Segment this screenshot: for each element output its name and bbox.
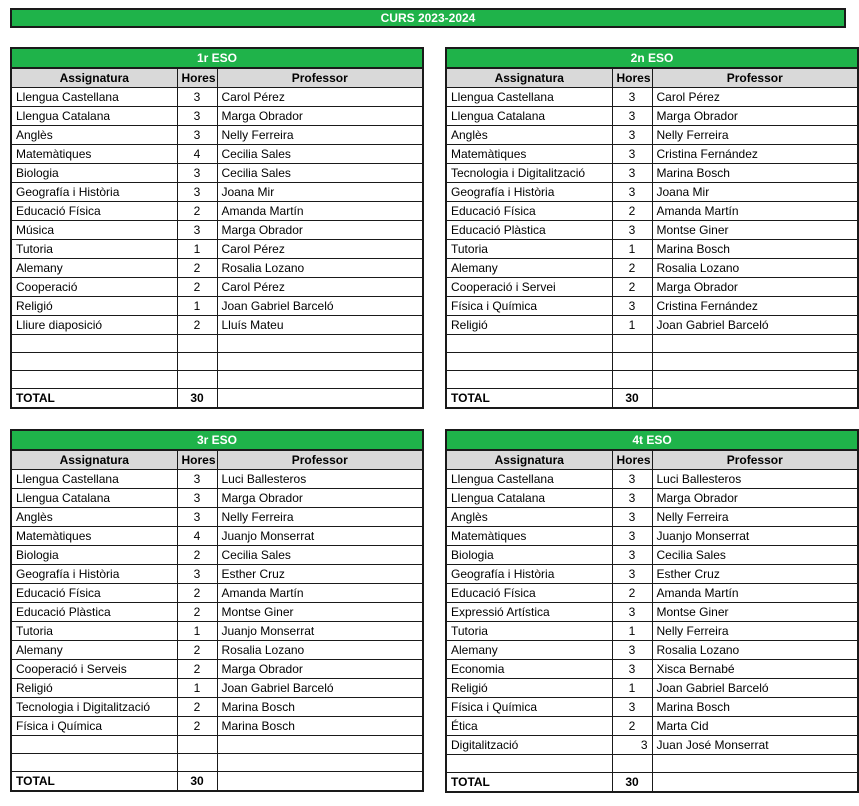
hours-cell: 4: [177, 527, 217, 546]
subject-cell: Matemàtiques: [446, 145, 612, 164]
subject-cell: [11, 353, 177, 371]
total-hours: 30: [612, 773, 652, 793]
subject-cell: Tecnologia i Digitalització: [11, 698, 177, 717]
hours-cell: 2: [177, 660, 217, 679]
table-row: [446, 508, 858, 527]
teacher-cell: Marga Obrador: [217, 660, 423, 679]
subject-cell: Anglès: [11, 508, 177, 527]
subject-cell: Geografía i Història: [446, 183, 612, 202]
course-title: 4t ESO: [446, 430, 858, 450]
teacher-cell: Nelly Ferreira: [652, 508, 858, 527]
table-row: [446, 622, 858, 641]
teacher-cell: Marga Obrador: [217, 107, 423, 126]
total-hours: 30: [612, 389, 652, 409]
subject-cell: Matemàtiques: [446, 527, 612, 546]
column-header-subject: Assignatura: [11, 68, 177, 88]
hours-cell: [177, 353, 217, 371]
subject-cell: Alemany: [11, 259, 177, 278]
teacher-cell: Nelly Ferreira: [217, 508, 423, 527]
teacher-cell: [652, 335, 858, 353]
subject-cell: Lliure diaposició: [11, 316, 177, 335]
teacher-cell: [217, 371, 423, 389]
teacher-cell: Carol Pérez: [652, 88, 858, 107]
table-row: [11, 183, 423, 202]
hours-cell: [177, 335, 217, 353]
subject-cell: Llengua Catalana: [446, 489, 612, 508]
course-table: [10, 429, 424, 792]
table-row: [446, 755, 858, 773]
hours-cell: 3: [612, 183, 652, 202]
subject-cell: [11, 736, 177, 754]
subject-cell: Educació Física: [446, 202, 612, 221]
subject-cell: Alemany: [11, 641, 177, 660]
teacher-cell: Luci Ballesteros: [652, 470, 858, 489]
subject-cell: Geografía i Història: [11, 565, 177, 584]
course-title: 2n ESO: [446, 48, 858, 68]
table-row: [11, 88, 423, 107]
total-hours: 30: [177, 389, 217, 409]
teacher-cell: [217, 335, 423, 353]
total-empty-cell: [217, 772, 423, 792]
table-row: [11, 126, 423, 145]
total-label: TOTAL: [446, 773, 612, 793]
hours-cell: 3: [612, 489, 652, 508]
teacher-cell: Joan Gabriel Barceló: [217, 679, 423, 698]
table-row: [11, 297, 423, 316]
hours-cell: 1: [177, 297, 217, 316]
table-row: [11, 221, 423, 240]
teacher-cell: Marina Bosch: [652, 698, 858, 717]
hours-cell: 4: [177, 145, 217, 164]
subject-cell: Geografía i Història: [446, 565, 612, 584]
subject-cell: Llengua Castellana: [11, 470, 177, 489]
table-row: [446, 353, 858, 371]
subject-cell: Religió: [11, 297, 177, 316]
subject-cell: Educació Física: [446, 584, 612, 603]
table-row: [11, 546, 423, 565]
table-row: [446, 126, 858, 145]
total-label: TOTAL: [11, 772, 177, 792]
table-row: [11, 679, 423, 698]
hours-cell: 3: [177, 126, 217, 145]
subject-cell: Física i Química: [446, 698, 612, 717]
teacher-cell: Marina Bosch: [217, 698, 423, 717]
teacher-cell: Marga Obrador: [652, 278, 858, 297]
table-row: [446, 202, 858, 221]
hours-cell: 3: [612, 641, 652, 660]
subject-cell: Expressió Artística: [446, 603, 612, 622]
teacher-cell: Juanjo Monserrat: [217, 622, 423, 641]
total-hours: 30: [177, 772, 217, 792]
hours-cell: 2: [612, 278, 652, 297]
hours-cell: 2: [612, 259, 652, 278]
subject-cell: Educació Física: [11, 584, 177, 603]
table-row: [11, 202, 423, 221]
subject-cell: Cooperació i Serveis: [11, 660, 177, 679]
subject-cell: Tutoria: [446, 622, 612, 641]
table-row: [11, 622, 423, 641]
table-row: [11, 603, 423, 622]
total-empty-cell: [652, 773, 858, 793]
column-header-teacher: Professor: [652, 450, 858, 470]
schedule-table-4t-eso: [445, 429, 859, 793]
hours-cell: 3: [612, 546, 652, 565]
teacher-cell: Cecilia Sales: [217, 145, 423, 164]
total-row: [446, 773, 858, 793]
teacher-cell: Nelly Ferreira: [217, 126, 423, 145]
table-row: [446, 335, 858, 353]
table-row: [11, 164, 423, 183]
hours-cell: 3: [177, 164, 217, 183]
subject-cell: Llengua Castellana: [446, 470, 612, 489]
total-empty-cell: [217, 389, 423, 409]
subject-cell: Biologia: [11, 546, 177, 565]
column-header-teacher: Professor: [652, 68, 858, 88]
subject-cell: Anglès: [446, 508, 612, 527]
hours-cell: 2: [612, 202, 652, 221]
subject-cell: Cooperació: [11, 278, 177, 297]
hours-cell: 3: [612, 470, 652, 489]
teacher-cell: [652, 755, 858, 773]
teacher-cell: [217, 353, 423, 371]
column-header-teacher: Professor: [217, 450, 423, 470]
table-row: [446, 221, 858, 240]
subject-cell: [446, 335, 612, 353]
course-table: [445, 47, 859, 409]
table-row: [11, 145, 423, 164]
subject-cell: Digitalització: [446, 736, 612, 755]
course-title: 1r ESO: [11, 48, 423, 68]
total-row: [11, 772, 423, 792]
teacher-cell: Juanjo Monserrat: [652, 527, 858, 546]
table-row: [11, 717, 423, 736]
hours-cell: 3: [612, 736, 652, 755]
subject-cell: Llengua Catalana: [11, 107, 177, 126]
hours-cell: 3: [612, 126, 652, 145]
teacher-cell: Rosalia Lozano: [217, 641, 423, 660]
table-row: [446, 88, 858, 107]
subject-cell: Religió: [446, 316, 612, 335]
table-row: [11, 335, 423, 353]
table-row: [11, 660, 423, 679]
teacher-cell: Marga Obrador: [217, 221, 423, 240]
hours-cell: 2: [177, 202, 217, 221]
teacher-cell: Marga Obrador: [217, 489, 423, 508]
teacher-cell: Juan José Monserrat: [652, 736, 858, 755]
subject-cell: Matemàtiques: [11, 145, 177, 164]
table-row: [446, 717, 858, 736]
hours-cell: 2: [177, 546, 217, 565]
hours-cell: [177, 736, 217, 754]
table-row: [11, 371, 423, 389]
table-row: [446, 297, 858, 316]
teacher-cell: Esther Cruz: [652, 565, 858, 584]
subject-cell: Economia: [446, 660, 612, 679]
teacher-cell: Luci Ballesteros: [217, 470, 423, 489]
subject-cell: Biologia: [446, 546, 612, 565]
hours-cell: 3: [612, 221, 652, 240]
hours-cell: 1: [177, 240, 217, 259]
hours-cell: 3: [612, 565, 652, 584]
subject-cell: Llengua Castellana: [446, 88, 612, 107]
hours-cell: 2: [177, 603, 217, 622]
teacher-cell: Juanjo Monserrat: [217, 527, 423, 546]
teacher-cell: Xisca Bernabé: [652, 660, 858, 679]
teacher-cell: Marga Obrador: [652, 107, 858, 126]
hours-cell: [177, 371, 217, 389]
hours-cell: 3: [612, 660, 652, 679]
subject-cell: Educació Plàstica: [11, 603, 177, 622]
teacher-cell: Joana Mir: [217, 183, 423, 202]
teacher-cell: Nelly Ferreira: [652, 622, 858, 641]
table-row: [11, 107, 423, 126]
teacher-cell: Amanda Martín: [217, 584, 423, 603]
subject-cell: Educació Plàstica: [446, 221, 612, 240]
column-header-hours: Hores: [177, 450, 217, 470]
table-row: [446, 259, 858, 278]
hours-cell: 1: [177, 679, 217, 698]
table-row: [446, 183, 858, 202]
column-header-subject: Assignatura: [11, 450, 177, 470]
subject-cell: Tecnologia i Digitalització: [446, 164, 612, 183]
hours-cell: 3: [177, 508, 217, 527]
table-row: [446, 240, 858, 259]
subject-cell: [11, 335, 177, 353]
hours-cell: [177, 754, 217, 772]
teacher-cell: [652, 371, 858, 389]
table-row: [446, 584, 858, 603]
hours-cell: 3: [612, 527, 652, 546]
table-row: [446, 565, 858, 584]
hours-cell: 3: [177, 107, 217, 126]
subject-cell: [446, 755, 612, 773]
hours-cell: 3: [612, 88, 652, 107]
hours-cell: 2: [177, 641, 217, 660]
teacher-cell: Cristina Fernández: [652, 145, 858, 164]
subject-cell: Biologia: [11, 164, 177, 183]
table-row: [11, 698, 423, 717]
teacher-cell: Amanda Martín: [652, 202, 858, 221]
course-table: [10, 47, 424, 409]
table-row: [446, 736, 858, 755]
subject-cell: Llengua Catalana: [446, 107, 612, 126]
total-row: [446, 389, 858, 409]
table-row: [446, 641, 858, 660]
table-row: [11, 259, 423, 278]
subject-cell: Llengua Castellana: [11, 88, 177, 107]
hours-cell: 2: [177, 584, 217, 603]
teacher-cell: Montse Giner: [652, 221, 858, 240]
page-title: CURS 2023-2024: [10, 8, 846, 28]
hours-cell: 2: [177, 717, 217, 736]
teacher-cell: Joan Gabriel Barceló: [652, 316, 858, 335]
column-header-hours: Hores: [177, 68, 217, 88]
teacher-cell: Marina Bosch: [652, 164, 858, 183]
table-row: [446, 489, 858, 508]
teacher-cell: Carol Pérez: [217, 240, 423, 259]
hours-cell: 3: [612, 603, 652, 622]
column-header-teacher: Professor: [217, 68, 423, 88]
teacher-cell: Carol Pérez: [217, 88, 423, 107]
teacher-cell: [652, 353, 858, 371]
subject-cell: Llengua Catalana: [11, 489, 177, 508]
total-row: [11, 389, 423, 409]
table-row: [446, 660, 858, 679]
hours-cell: 3: [612, 164, 652, 183]
hours-cell: 1: [177, 622, 217, 641]
table-row: [11, 353, 423, 371]
table-row: [11, 736, 423, 754]
table-row: [11, 584, 423, 603]
teacher-cell: Rosalia Lozano: [652, 641, 858, 660]
table-row: [11, 278, 423, 297]
subject-cell: [446, 371, 612, 389]
teacher-cell: Rosalia Lozano: [652, 259, 858, 278]
table-row: [11, 240, 423, 259]
table-row: [446, 679, 858, 698]
subject-cell: [446, 353, 612, 371]
teacher-cell: [217, 754, 423, 772]
table-row: [11, 489, 423, 508]
subject-cell: Tutoria: [11, 240, 177, 259]
schedule-table-1r-eso: [10, 47, 424, 409]
hours-cell: 1: [612, 679, 652, 698]
hours-cell: 1: [612, 316, 652, 335]
teacher-cell: Cristina Fernández: [652, 297, 858, 316]
hours-cell: [612, 755, 652, 773]
table-row: [11, 527, 423, 546]
subject-cell: Física i Química: [11, 717, 177, 736]
hours-cell: 3: [612, 145, 652, 164]
subject-cell: Tutoria: [11, 622, 177, 641]
total-label: TOTAL: [446, 389, 612, 409]
teacher-cell: Carol Pérez: [217, 278, 423, 297]
subject-cell: Anglès: [446, 126, 612, 145]
table-row: [446, 278, 858, 297]
table-row: [11, 641, 423, 660]
table-row: [446, 698, 858, 717]
table-row: [446, 527, 858, 546]
hours-cell: 3: [612, 508, 652, 527]
hours-cell: 3: [612, 698, 652, 717]
subject-cell: Cooperació i Servei: [446, 278, 612, 297]
hours-cell: [612, 335, 652, 353]
hours-cell: 3: [177, 221, 217, 240]
hours-cell: 2: [177, 259, 217, 278]
teacher-cell: Cecilia Sales: [217, 546, 423, 565]
subject-cell: Física i Química: [446, 297, 612, 316]
course-table: [445, 429, 859, 793]
subject-cell: Geografía i Història: [11, 183, 177, 202]
total-empty-cell: [652, 389, 858, 409]
teacher-cell: Joana Mir: [652, 183, 858, 202]
schedule-table-2n-eso: [445, 47, 859, 409]
table-row: [11, 316, 423, 335]
table-row: [11, 754, 423, 772]
subject-cell: Ética: [446, 717, 612, 736]
hours-cell: 1: [612, 240, 652, 259]
table-row: [11, 470, 423, 489]
table-row: [446, 316, 858, 335]
subject-cell: Educació Física: [11, 202, 177, 221]
subject-cell: [11, 754, 177, 772]
teacher-cell: Cecilia Sales: [217, 164, 423, 183]
hours-cell: 3: [177, 88, 217, 107]
total-label: TOTAL: [11, 389, 177, 409]
teacher-cell: Montse Giner: [652, 603, 858, 622]
teacher-cell: Marta Cid: [652, 717, 858, 736]
subject-cell: [11, 371, 177, 389]
hours-cell: [612, 353, 652, 371]
subject-cell: Religió: [446, 679, 612, 698]
hours-cell: 3: [612, 107, 652, 126]
table-row: [446, 371, 858, 389]
teacher-cell: Marina Bosch: [652, 240, 858, 259]
hours-cell: 3: [177, 565, 217, 584]
course-title: 3r ESO: [11, 430, 423, 450]
subject-cell: Música: [11, 221, 177, 240]
hours-cell: 3: [177, 470, 217, 489]
hours-cell: 2: [612, 717, 652, 736]
teacher-cell: [217, 736, 423, 754]
teacher-cell: Marga Obrador: [652, 489, 858, 508]
teacher-cell: Lluís Mateu: [217, 316, 423, 335]
teacher-cell: Marina Bosch: [217, 717, 423, 736]
hours-cell: 2: [612, 584, 652, 603]
column-header-subject: Assignatura: [446, 68, 612, 88]
schedule-table-3r-eso: [10, 429, 424, 792]
table-row: [446, 603, 858, 622]
subject-cell: Matemàtiques: [11, 527, 177, 546]
subject-cell: Alemany: [446, 259, 612, 278]
column-header-hours: Hores: [612, 450, 652, 470]
subject-cell: Religió: [11, 679, 177, 698]
teacher-cell: Joan Gabriel Barceló: [652, 679, 858, 698]
teacher-cell: Rosalia Lozano: [217, 259, 423, 278]
subject-cell: Alemany: [446, 641, 612, 660]
teacher-cell: Nelly Ferreira: [652, 126, 858, 145]
hours-cell: 3: [612, 297, 652, 316]
teacher-cell: Amanda Martín: [217, 202, 423, 221]
subject-cell: Anglès: [11, 126, 177, 145]
table-row: [446, 107, 858, 126]
table-row: [11, 565, 423, 584]
column-header-hours: Hores: [612, 68, 652, 88]
teacher-cell: Cecilia Sales: [652, 546, 858, 565]
table-row: [11, 508, 423, 527]
hours-cell: 3: [177, 489, 217, 508]
teacher-cell: Esther Cruz: [217, 565, 423, 584]
hours-cell: 3: [177, 183, 217, 202]
table-row: [446, 164, 858, 183]
teacher-cell: Joan Gabriel Barceló: [217, 297, 423, 316]
column-header-subject: Assignatura: [446, 450, 612, 470]
subject-cell: Tutoria: [446, 240, 612, 259]
hours-cell: 2: [177, 698, 217, 717]
table-row: [446, 546, 858, 565]
teacher-cell: Amanda Martín: [652, 584, 858, 603]
hours-cell: 2: [177, 278, 217, 297]
hours-cell: 1: [612, 622, 652, 641]
teacher-cell: Montse Giner: [217, 603, 423, 622]
hours-cell: [612, 371, 652, 389]
table-row: [446, 470, 858, 489]
table-row: [446, 145, 858, 164]
hours-cell: 2: [177, 316, 217, 335]
